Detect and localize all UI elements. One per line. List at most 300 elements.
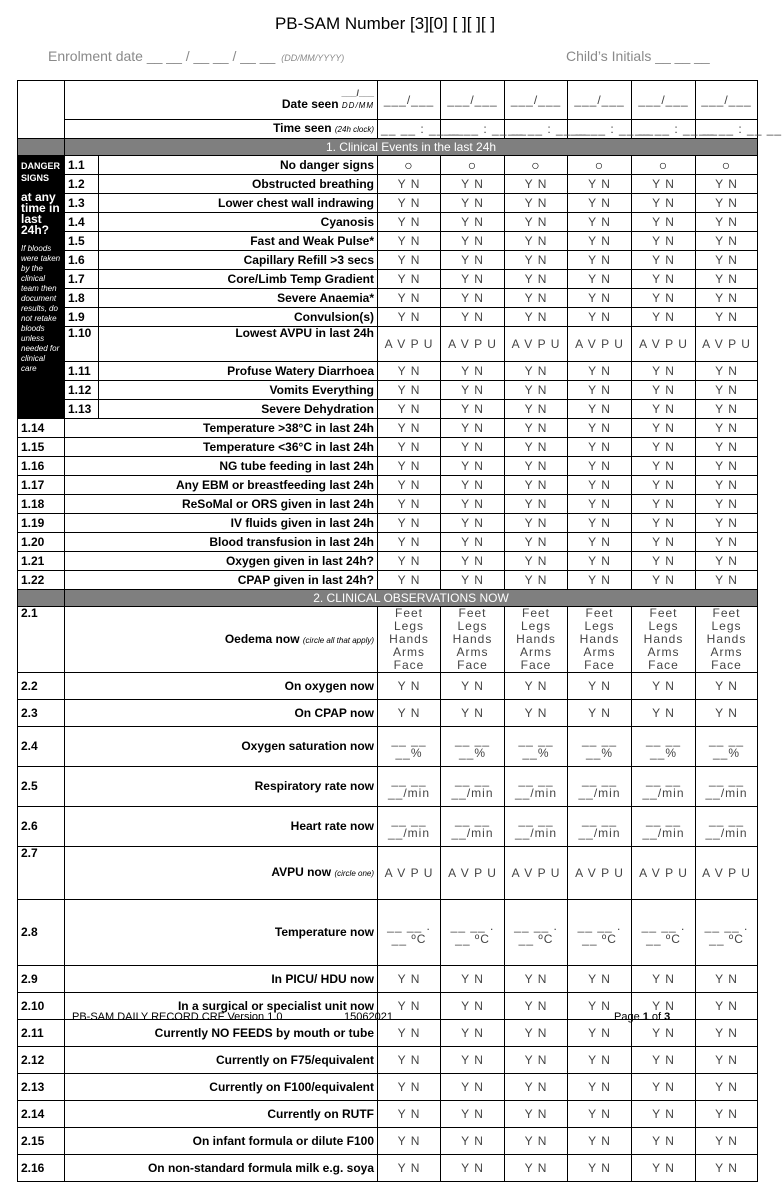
cell-value: ○ bbox=[658, 156, 669, 173]
danger-sign-day-2[interactable] bbox=[441, 308, 505, 327]
observation-day-6[interactable] bbox=[696, 1047, 758, 1074]
observation-day-1[interactable] bbox=[378, 1047, 441, 1074]
clinical-event-day-1[interactable] bbox=[378, 438, 441, 457]
observation-day-3[interactable] bbox=[505, 807, 568, 847]
danger-sign-day-2[interactable] bbox=[441, 381, 505, 400]
clinical-event-day-2[interactable] bbox=[441, 495, 505, 514]
row-number-cell bbox=[18, 727, 65, 767]
observation-day-5[interactable] bbox=[632, 847, 696, 900]
row-label-cell bbox=[99, 289, 378, 308]
clinical-event-day-3[interactable] bbox=[505, 476, 568, 495]
danger-sign-day-6[interactable] bbox=[696, 308, 758, 327]
danger-sign-day-1[interactable] bbox=[378, 156, 441, 175]
child-initials-field[interactable]: Child’s Initials __ __ __ bbox=[566, 48, 710, 64]
danger-sign-day-1[interactable] bbox=[378, 327, 441, 362]
danger-sign-day-1[interactable] bbox=[378, 362, 441, 381]
clinical-event-day-6[interactable] bbox=[696, 514, 758, 533]
danger-sign-day-4[interactable] bbox=[568, 194, 632, 213]
danger-sign-day-2[interactable] bbox=[441, 194, 505, 213]
row-label: Severe Anaemia* bbox=[277, 290, 375, 305]
cell-value: Y N bbox=[397, 401, 421, 416]
clinical-event-day-1[interactable] bbox=[378, 552, 441, 571]
danger-sign-day-5[interactable] bbox=[632, 213, 696, 232]
danger-sign-day-4[interactable] bbox=[568, 232, 632, 251]
observation-day-3[interactable] bbox=[505, 1047, 568, 1074]
observation-day-2[interactable] bbox=[441, 767, 505, 807]
observation-day-4[interactable] bbox=[568, 1155, 632, 1182]
row-label-cell bbox=[65, 419, 378, 438]
cell-value: Y N bbox=[588, 534, 611, 549]
clinical-event-day-4[interactable] bbox=[568, 533, 632, 552]
observation-day-6[interactable] bbox=[696, 1020, 758, 1047]
observation-day-2[interactable] bbox=[441, 1074, 505, 1101]
observation-day-1[interactable] bbox=[378, 767, 441, 807]
observation-day-3[interactable] bbox=[505, 900, 568, 966]
footer-date: 15062021 bbox=[344, 1011, 393, 1023]
observation-day-3[interactable] bbox=[505, 847, 568, 900]
observation-day-3[interactable] bbox=[505, 607, 568, 673]
cell-value: Y N bbox=[397, 971, 421, 986]
clinical-event-day-6[interactable] bbox=[696, 533, 758, 552]
cell-value: __ __ : __ __ bbox=[635, 121, 719, 136]
cell-value: Feet Legs Hands Arms Face bbox=[516, 606, 556, 672]
observation-day-5[interactable] bbox=[632, 1155, 696, 1182]
observation-day-3[interactable] bbox=[505, 1074, 568, 1101]
observation-day-6[interactable] bbox=[696, 767, 758, 807]
danger-sign-day-6[interactable] bbox=[696, 381, 758, 400]
observation-day-6[interactable] bbox=[696, 1128, 758, 1155]
observation-day-2[interactable] bbox=[441, 673, 505, 700]
row-label-cell bbox=[99, 175, 378, 194]
row-number: 2.9 bbox=[21, 971, 38, 986]
observation-day-2[interactable] bbox=[441, 966, 505, 993]
observation-day-5[interactable] bbox=[632, 700, 696, 727]
observation-day-1[interactable] bbox=[378, 1155, 441, 1182]
danger-sign-day-3[interactable] bbox=[505, 308, 568, 327]
danger-sign-day-5[interactable] bbox=[632, 270, 696, 289]
danger-sign-day-4[interactable] bbox=[568, 156, 632, 175]
clinical-event-day-3[interactable] bbox=[505, 552, 568, 571]
observation-day-6[interactable] bbox=[696, 966, 758, 993]
observation-day-2[interactable] bbox=[441, 900, 505, 966]
cell-value: Y N bbox=[524, 705, 548, 720]
row-label-cell bbox=[65, 767, 378, 807]
danger-sign-day-4[interactable] bbox=[568, 362, 632, 381]
danger-sign-day-1[interactable] bbox=[378, 400, 441, 419]
cell-value: Y N bbox=[524, 496, 548, 511]
row-label-cell bbox=[65, 552, 378, 571]
danger-sign-day-4[interactable] bbox=[568, 251, 632, 270]
danger-signs-timeframe: at any time in last 24h? bbox=[21, 190, 60, 237]
observation-day-1[interactable] bbox=[378, 900, 441, 966]
clinical-event-day-2[interactable] bbox=[441, 419, 505, 438]
observation-day-6[interactable] bbox=[696, 607, 758, 673]
cell-value: Y N bbox=[461, 678, 484, 693]
observation-day-1[interactable] bbox=[378, 847, 441, 900]
cell-value: Y N bbox=[652, 233, 675, 248]
observation-day-5[interactable] bbox=[632, 1128, 696, 1155]
danger-sign-day-3[interactable] bbox=[505, 194, 568, 213]
clinical-event-day-6[interactable] bbox=[696, 571, 758, 590]
clinical-event-day-3[interactable] bbox=[505, 495, 568, 514]
danger-sign-day-4[interactable] bbox=[568, 213, 632, 232]
clinical-event-day-4[interactable] bbox=[568, 419, 632, 438]
clinical-event-day-4[interactable] bbox=[568, 552, 632, 571]
row-number-cell bbox=[65, 251, 99, 270]
cell-value: __ __ : __ __ bbox=[444, 121, 528, 136]
observation-day-3[interactable] bbox=[505, 966, 568, 993]
observation-day-5[interactable] bbox=[632, 1047, 696, 1074]
danger-sign-day-5[interactable] bbox=[632, 400, 696, 419]
observation-day-1[interactable] bbox=[378, 607, 441, 673]
observation-day-6[interactable] bbox=[696, 727, 758, 767]
observation-day-4[interactable] bbox=[568, 1020, 632, 1047]
observation-day-3[interactable] bbox=[505, 1020, 568, 1047]
observation-day-2[interactable] bbox=[441, 847, 505, 900]
clinical-event-row bbox=[18, 438, 758, 457]
clinical-event-day-4[interactable] bbox=[568, 495, 632, 514]
clinical-event-day-5[interactable] bbox=[632, 419, 696, 438]
observation-day-5[interactable] bbox=[632, 727, 696, 767]
cell-value: Y N bbox=[652, 515, 675, 530]
danger-sign-day-2[interactable] bbox=[441, 289, 505, 308]
clinical-event-day-2[interactable] bbox=[441, 476, 505, 495]
danger-sign-day-3[interactable] bbox=[505, 232, 568, 251]
date-seen-label: Date seen bbox=[281, 96, 339, 111]
observation-day-5[interactable] bbox=[632, 607, 696, 673]
clinical-event-day-3[interactable] bbox=[505, 419, 568, 438]
observation-day-2[interactable] bbox=[441, 607, 505, 673]
danger-sign-day-5[interactable] bbox=[632, 251, 696, 270]
danger-sign-day-6[interactable] bbox=[696, 251, 758, 270]
clinical-event-day-1[interactable] bbox=[378, 571, 441, 590]
row-number-cell bbox=[18, 1155, 65, 1182]
observation-day-4[interactable] bbox=[568, 900, 632, 966]
cell-value: Y N bbox=[652, 271, 675, 286]
date-seen-day-3[interactable] bbox=[505, 81, 568, 120]
cell-value: Y N bbox=[715, 534, 738, 549]
cell-value: Y N bbox=[715, 420, 738, 435]
observation-day-2[interactable] bbox=[441, 727, 505, 767]
danger-sign-day-2[interactable] bbox=[441, 213, 505, 232]
cell-value: A V P U bbox=[639, 865, 688, 880]
danger-sign-day-5[interactable] bbox=[632, 327, 696, 362]
observation-day-1[interactable] bbox=[378, 966, 441, 993]
cell-value: A V P U bbox=[384, 336, 434, 351]
danger-sign-day-1[interactable] bbox=[378, 381, 441, 400]
clinical-event-day-5[interactable] bbox=[632, 495, 696, 514]
cell-value: ○ bbox=[531, 156, 541, 173]
clinical-event-day-5[interactable] bbox=[632, 552, 696, 571]
danger-sign-day-2[interactable] bbox=[441, 270, 505, 289]
observation-day-6[interactable] bbox=[696, 1155, 758, 1182]
danger-sign-day-3[interactable] bbox=[505, 156, 568, 175]
observation-day-6[interactable] bbox=[696, 900, 758, 966]
observation-day-6[interactable] bbox=[696, 700, 758, 727]
date-seen-day-1[interactable] bbox=[378, 81, 441, 120]
observation-day-4[interactable] bbox=[568, 1128, 632, 1155]
danger-sign-day-1[interactable] bbox=[378, 213, 441, 232]
time-seen-day-2[interactable] bbox=[441, 120, 528, 139]
danger-sign-day-6[interactable] bbox=[696, 289, 758, 308]
observation-day-2[interactable] bbox=[441, 1101, 505, 1128]
time-seen-day-6[interactable] bbox=[696, 120, 782, 139]
observation-day-2[interactable] bbox=[441, 1155, 505, 1182]
clinical-event-day-2[interactable] bbox=[441, 533, 505, 552]
danger-sign-day-6[interactable] bbox=[696, 327, 758, 362]
clinical-event-day-3[interactable] bbox=[505, 438, 568, 457]
clinical-event-day-3[interactable] bbox=[505, 457, 568, 476]
clinical-event-day-1[interactable] bbox=[378, 457, 441, 476]
observation-day-5[interactable] bbox=[632, 1020, 696, 1047]
observation-day-4[interactable] bbox=[568, 1074, 632, 1101]
time-seen-day-4[interactable] bbox=[568, 120, 655, 139]
time-seen-day-3[interactable] bbox=[505, 120, 592, 139]
cell-value: ○ bbox=[404, 156, 414, 173]
observation-day-3[interactable] bbox=[505, 767, 568, 807]
danger-sign-day-6[interactable] bbox=[696, 232, 758, 251]
danger-sign-day-1[interactable] bbox=[378, 289, 441, 308]
danger-sign-day-3[interactable] bbox=[505, 327, 568, 362]
clinical-event-day-2[interactable] bbox=[441, 571, 505, 590]
observation-day-4[interactable] bbox=[568, 807, 632, 847]
clinical-event-day-3[interactable] bbox=[505, 514, 568, 533]
danger-sign-day-6[interactable] bbox=[696, 213, 758, 232]
clinical-event-day-1[interactable] bbox=[378, 533, 441, 552]
danger-sign-day-5[interactable] bbox=[632, 308, 696, 327]
danger-sign-day-6[interactable] bbox=[696, 400, 758, 419]
danger-sign-day-2[interactable] bbox=[441, 175, 505, 194]
row-number: 1.21 bbox=[21, 553, 45, 568]
cell-value: ___/___ bbox=[510, 92, 562, 107]
danger-sign-day-3[interactable] bbox=[505, 362, 568, 381]
clinical-event-day-5[interactable] bbox=[632, 533, 696, 552]
danger-sign-day-1[interactable] bbox=[378, 232, 441, 251]
clinical-event-day-1[interactable] bbox=[378, 495, 441, 514]
cell-value: Y N bbox=[524, 233, 548, 248]
clinical-event-day-6[interactable] bbox=[696, 552, 758, 571]
clinical-event-day-3[interactable] bbox=[505, 533, 568, 552]
clinical-event-day-1[interactable] bbox=[378, 514, 441, 533]
danger-sign-day-2[interactable] bbox=[441, 251, 505, 270]
row-number-cell bbox=[65, 327, 99, 362]
danger-sign-day-5[interactable] bbox=[632, 381, 696, 400]
observation-day-5[interactable] bbox=[632, 1101, 696, 1128]
observation-day-5[interactable] bbox=[632, 966, 696, 993]
observation-day-3[interactable] bbox=[505, 1155, 568, 1182]
clinical-event-day-4[interactable] bbox=[568, 571, 632, 590]
cell-value: Y N bbox=[524, 515, 548, 530]
row-number: 2.10 bbox=[21, 998, 45, 1013]
observation-day-3[interactable] bbox=[505, 993, 568, 1020]
observation-day-1[interactable] bbox=[378, 1101, 441, 1128]
danger-sign-day-4[interactable] bbox=[568, 270, 632, 289]
observation-day-4[interactable] bbox=[568, 727, 632, 767]
cell-value: Y N bbox=[461, 420, 484, 435]
observation-day-3[interactable] bbox=[505, 1128, 568, 1155]
danger-sign-day-4[interactable] bbox=[568, 289, 632, 308]
time-seen-day-1[interactable] bbox=[378, 120, 465, 139]
clinical-event-day-6[interactable] bbox=[696, 476, 758, 495]
cell-value: Y N bbox=[588, 382, 611, 397]
clinical-event-day-2[interactable] bbox=[441, 514, 505, 533]
date-seen-day-6[interactable] bbox=[696, 81, 758, 120]
footer-version: PB-SAM DAILY RECORD CRF Version 1.0 bbox=[72, 1011, 283, 1023]
danger-sign-day-4[interactable] bbox=[568, 381, 632, 400]
danger-sign-day-2[interactable] bbox=[441, 327, 505, 362]
observation-day-2[interactable] bbox=[441, 1020, 505, 1047]
observation-day-4[interactable] bbox=[568, 673, 632, 700]
danger-sign-day-5[interactable] bbox=[632, 194, 696, 213]
row-number-cell bbox=[65, 213, 99, 232]
danger-sign-day-6[interactable] bbox=[696, 362, 758, 381]
danger-sign-day-5[interactable] bbox=[632, 232, 696, 251]
clinical-event-day-5[interactable] bbox=[632, 514, 696, 533]
danger-sign-day-6[interactable] bbox=[696, 175, 758, 194]
danger-sign-day-2[interactable] bbox=[441, 362, 505, 381]
row-label-cell bbox=[99, 308, 378, 327]
clinical-event-day-1[interactable] bbox=[378, 476, 441, 495]
danger-sign-day-4[interactable] bbox=[568, 308, 632, 327]
observation-day-4[interactable] bbox=[568, 966, 632, 993]
observation-day-5[interactable] bbox=[632, 673, 696, 700]
observation-day-5[interactable] bbox=[632, 1074, 696, 1101]
clinical-event-day-5[interactable] bbox=[632, 571, 696, 590]
clinical-event-day-4[interactable] bbox=[568, 476, 632, 495]
clinical-event-day-2[interactable] bbox=[441, 552, 505, 571]
observation-day-1[interactable] bbox=[378, 700, 441, 727]
observation-day-6[interactable] bbox=[696, 1074, 758, 1101]
cell-value: Y N bbox=[397, 309, 421, 324]
observation-day-4[interactable] bbox=[568, 1047, 632, 1074]
danger-sign-day-6[interactable] bbox=[696, 270, 758, 289]
observation-day-2[interactable] bbox=[441, 993, 505, 1020]
cell-value: Y N bbox=[652, 705, 675, 720]
observation-day-1[interactable] bbox=[378, 1074, 441, 1101]
observation-day-2[interactable] bbox=[441, 1128, 505, 1155]
observation-day-3[interactable] bbox=[505, 727, 568, 767]
observation-day-1[interactable] bbox=[378, 807, 441, 847]
observation-day-6[interactable] bbox=[696, 993, 758, 1020]
danger-sign-day-1[interactable] bbox=[378, 175, 441, 194]
danger-sign-day-2[interactable] bbox=[441, 156, 505, 175]
enrolment-date-field[interactable] bbox=[48, 48, 344, 64]
cell-value: __ __ . __ ºC bbox=[704, 918, 749, 946]
date-seen-day-2[interactable] bbox=[441, 81, 505, 120]
observation-day-5[interactable] bbox=[632, 767, 696, 807]
danger-sign-day-6[interactable] bbox=[696, 194, 758, 213]
danger-sign-day-5[interactable] bbox=[632, 175, 696, 194]
danger-sign-day-3[interactable] bbox=[505, 289, 568, 308]
date-seen-day-4[interactable] bbox=[568, 81, 632, 120]
danger-sign-day-3[interactable] bbox=[505, 213, 568, 232]
observation-day-4[interactable] bbox=[568, 847, 632, 900]
clinical-event-day-6[interactable] bbox=[696, 419, 758, 438]
observation-day-6[interactable] bbox=[696, 1101, 758, 1128]
cell-value: __ __ . __ ºC bbox=[577, 918, 622, 946]
observation-day-4[interactable] bbox=[568, 1101, 632, 1128]
danger-sign-day-3[interactable] bbox=[505, 175, 568, 194]
danger-sign-day-1[interactable] bbox=[378, 308, 441, 327]
danger-sign-day-4[interactable] bbox=[568, 175, 632, 194]
row-number-cell bbox=[18, 673, 65, 700]
cell-value: Y N bbox=[524, 382, 548, 397]
clinical-event-day-5[interactable] bbox=[632, 457, 696, 476]
observation-day-6[interactable] bbox=[696, 673, 758, 700]
danger-sign-day-3[interactable] bbox=[505, 381, 568, 400]
observation-day-4[interactable] bbox=[568, 767, 632, 807]
observation-day-5[interactable] bbox=[632, 807, 696, 847]
time-seen-day-5[interactable] bbox=[632, 120, 719, 139]
row-label: Lower chest wall indrawing bbox=[217, 195, 375, 210]
observation-day-1[interactable] bbox=[378, 727, 441, 767]
danger-sign-day-4[interactable] bbox=[568, 400, 632, 419]
cell-value: A V P U bbox=[511, 865, 561, 880]
danger-sign-day-1[interactable] bbox=[378, 251, 441, 270]
observation-day-3[interactable] bbox=[505, 700, 568, 727]
clinical-event-day-4[interactable] bbox=[568, 438, 632, 457]
observation-day-4[interactable] bbox=[568, 607, 632, 673]
clinical-event-day-4[interactable] bbox=[568, 514, 632, 533]
cell-value: __ __ __/min bbox=[388, 812, 431, 840]
danger-sign-day-4[interactable] bbox=[568, 327, 632, 362]
clinical-event-day-6[interactable] bbox=[696, 457, 758, 476]
danger-sign-day-2[interactable] bbox=[441, 232, 505, 251]
observation-day-2[interactable] bbox=[441, 1047, 505, 1074]
danger-sign-day-6[interactable] bbox=[696, 156, 758, 175]
row-number-cell bbox=[18, 847, 65, 900]
clinical-event-day-6[interactable] bbox=[696, 438, 758, 457]
clinical-event-day-5[interactable] bbox=[632, 476, 696, 495]
cell-value: Y N bbox=[652, 998, 675, 1013]
observation-day-6[interactable] bbox=[696, 807, 758, 847]
enrolment-date-label: Enrolment date __ __ / __ __ / __ __ bbox=[48, 48, 276, 64]
danger-sign-day-1[interactable] bbox=[378, 194, 441, 213]
danger-sign-day-5[interactable] bbox=[632, 362, 696, 381]
clinical-event-day-2[interactable] bbox=[441, 457, 505, 476]
observation-day-4[interactable] bbox=[568, 700, 632, 727]
danger-sign-day-2[interactable] bbox=[441, 400, 505, 419]
cell-value: A V P U bbox=[384, 865, 434, 880]
danger-sign-day-1[interactable] bbox=[378, 270, 441, 289]
observation-day-1[interactable] bbox=[378, 673, 441, 700]
observation-day-2[interactable] bbox=[441, 807, 505, 847]
clinical-event-day-4[interactable] bbox=[568, 457, 632, 476]
danger-sign-day-3[interactable] bbox=[505, 400, 568, 419]
danger-sign-day-5[interactable] bbox=[632, 289, 696, 308]
row-number-cell bbox=[18, 457, 65, 476]
row-sublabel: (circle one) bbox=[334, 869, 375, 878]
clinical-event-day-5[interactable] bbox=[632, 438, 696, 457]
observation-day-2[interactable] bbox=[441, 700, 505, 727]
danger-sign-day-3[interactable] bbox=[505, 251, 568, 270]
clinical-event-day-6[interactable] bbox=[696, 495, 758, 514]
observation-day-3[interactable] bbox=[505, 1101, 568, 1128]
observation-day-6[interactable] bbox=[696, 847, 758, 900]
date-seen-day-5[interactable] bbox=[632, 81, 696, 120]
observation-day-5[interactable] bbox=[632, 900, 696, 966]
observation-day-3[interactable] bbox=[505, 673, 568, 700]
clinical-event-day-3[interactable] bbox=[505, 571, 568, 590]
danger-sign-day-3[interactable] bbox=[505, 270, 568, 289]
row-label: Heart rate now bbox=[290, 819, 375, 833]
clinical-event-day-2[interactable] bbox=[441, 438, 505, 457]
danger-sign-day-5[interactable] bbox=[632, 156, 696, 175]
observation-day-1[interactable] bbox=[378, 1128, 441, 1155]
row-number: 1.10 bbox=[68, 326, 92, 340]
clinical-event-day-1[interactable] bbox=[378, 419, 441, 438]
observation-day-1[interactable] bbox=[378, 1020, 441, 1047]
